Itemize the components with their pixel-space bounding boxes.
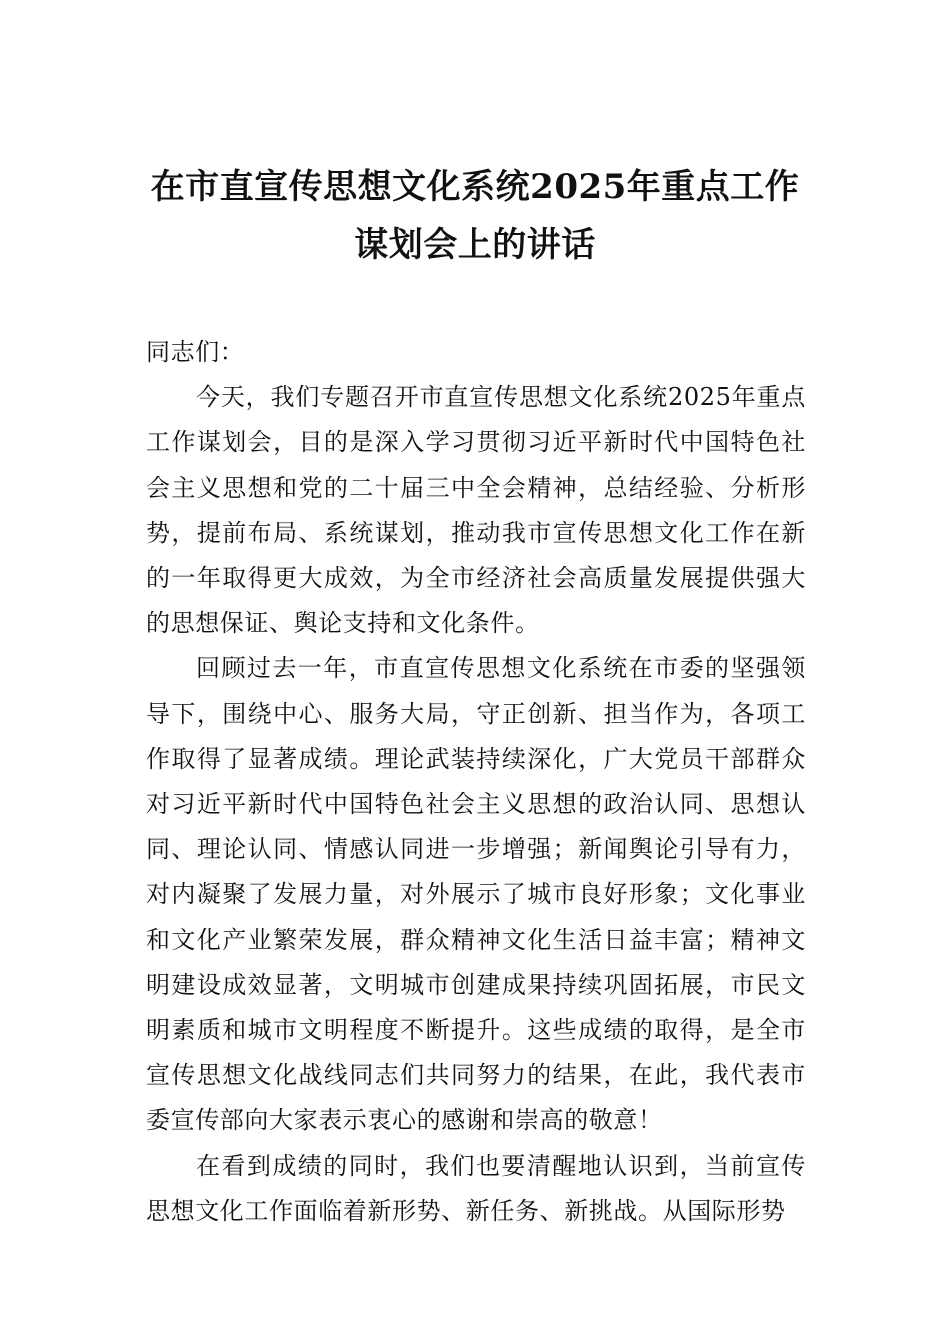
salutation: 同志们： xyxy=(146,338,245,366)
paragraph-opening: 今天，我们专题召开市直宣传思想文化系统2025年重点工作谋划会，目的是深入学习贯彻习近平新时代中国特色社会主义思想和党的二十届三中全会精神，总结经验、分析形势，提前布局、系统谋划，推动我市宣传思想文化工作在新的一年取得更大成效，为全市经济社会高质量发展提供强大的思想保证、舆论支持和文化条件。 xyxy=(146,383,806,638)
document-title xyxy=(120,158,830,274)
document-body xyxy=(146,330,806,1234)
title-line-1: 在市直宣传思想文化系统2025年重点工作 xyxy=(150,167,800,207)
paragraph-challenges: 在看到成绩的同时，我们也要清醒地认识到，当前宣传思想文化工作面临着新形势、新任务、新挑战。从国际形势 xyxy=(146,1151,806,1225)
title-line-2: 谋划会上的讲话 xyxy=(354,225,596,265)
paragraph-review: 回顾过去一年，市直宣传思想文化系统在市委的坚强领导下，围绕中心、服务大局，守正创新、担当作为，各项工作取得了显著成绩。理论武装持续深化，广大党员干部群众对习近平新时代中国特色社会主义思想的政治认同、思想认同、理论认同、情感认同进一步增强；新闻舆论引导有力，对内凝聚了发展力量，对外展示了城市良好形象；文化事业和文化产业繁荣发展，群众精神文化生活日益丰富；精神文明建设成效显著，文明城市创建成果持续巩固拓展，市民文明素质和城市文明程度不断提升。这些成绩的取得，是全市宣传思想文化战线同志们共同努力的结果，在此，我代表市委宣传部向大家表示衷心的感谢和崇高的敬意！ xyxy=(146,654,806,1135)
